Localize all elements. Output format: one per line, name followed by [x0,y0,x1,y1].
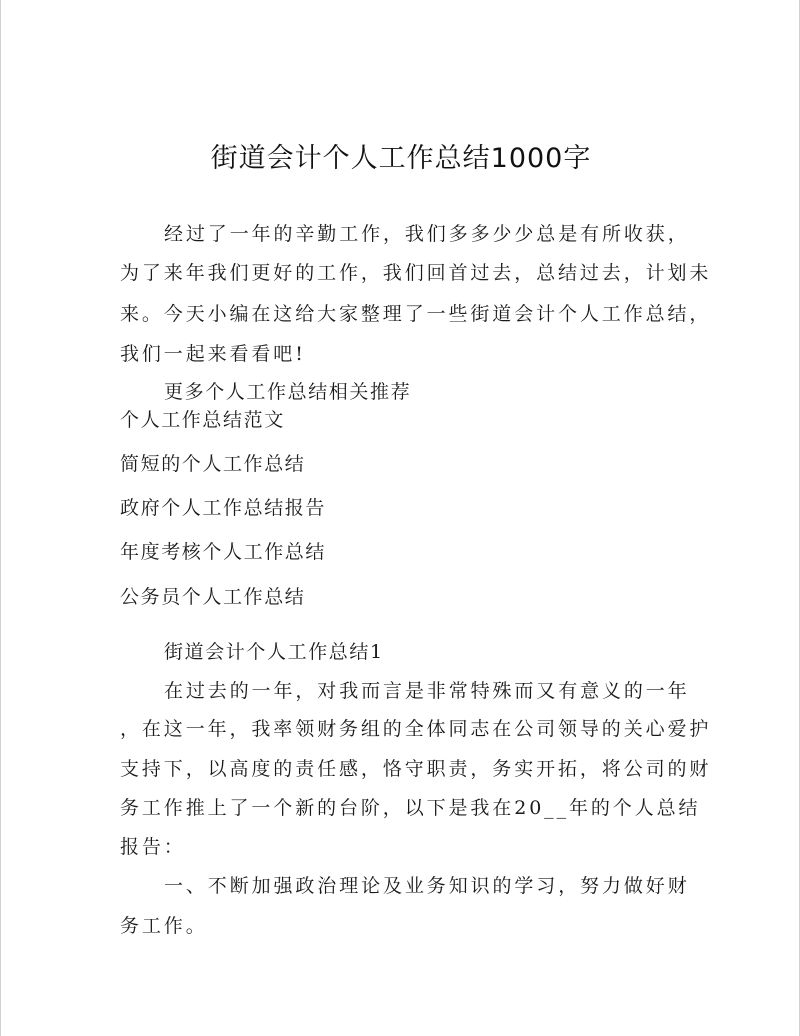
section-line: ，在这一年，我率领财务组的全体同志在公司领导的关心爱护 [120,718,712,740]
recommend-link[interactable]: 公务员个人工作总结 [120,586,306,608]
intro-line: 来。今天小编在这给大家整理了一些街道会计个人工作总结， [120,303,712,325]
section-title: 街道会计个人工作总结1 [164,641,384,663]
section-line: 务工作推上了一个新的台阶，以下是我在20__年的个人总结 [120,797,701,819]
point-one-line: 务工作。 [120,915,208,937]
intro-line: 经过了一年的辛勤工作，我们多多少少总是有所收获， [164,223,690,245]
section-line: 支持下，以高度的责任感，恪守职责，务实开拓，将公司的财 [120,758,712,780]
recommend-link[interactable]: 个人工作总结范文 [120,409,285,431]
recommend-heading: 更多个人工作总结相关推荐 [164,381,412,403]
intro-line: 我们一起来看看吧! [120,343,306,365]
recommend-link[interactable]: 简短的个人工作总结 [120,453,306,475]
recommend-link[interactable]: 年度考核个人工作总结 [120,541,327,563]
section-line: 在过去的一年，对我而言是非常特殊而又有意义的一年 [164,680,690,702]
point-one-line: 一、不断加强政治理论及业务知识的学习，努力做好财 [164,875,690,897]
section-line: 报告： [120,836,186,858]
document-title: 街道会计个人工作总结1000字 [210,143,592,174]
recommend-link[interactable]: 政府个人工作总结报告 [120,497,327,519]
intro-line: 为了来年我们更好的工作，我们回首过去，总结过去，计划未 [120,262,712,284]
